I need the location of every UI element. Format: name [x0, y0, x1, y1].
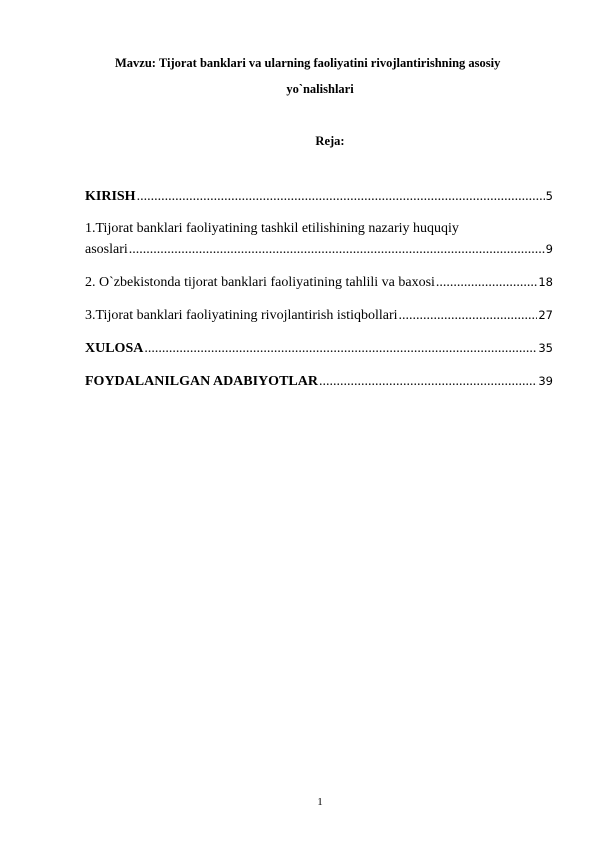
document-title-line-1: Mavzu: Tijorat banklari va ularning faoliyatini rivojlantirishning asosiy [115, 56, 501, 70]
toc-entry-chapter-1 [85, 219, 553, 260]
toc-entry-page: 18 [538, 275, 553, 289]
table-of-contents [85, 186, 553, 404]
toc-dot-leader [399, 306, 538, 326]
toc-entry-page: 39 [538, 374, 553, 388]
toc-dot-leader [137, 187, 545, 207]
toc-entry-label-line-1: 1.Tijorat banklari faoliyatining tashkil etilishining nazariy huquqiy [85, 221, 459, 236]
toc-entry-page: 5 [545, 189, 553, 203]
toc-entry-label: 3.Tijorat banklari faoliyatining rivojlantirish istiqbollari [85, 308, 398, 323]
toc-entry-references [85, 371, 553, 392]
page-number: 1 [317, 796, 323, 808]
toc-dot-leader [144, 339, 537, 359]
document-title-line-2: yo`nalishlari [286, 82, 354, 96]
toc-entry-conclusion [85, 338, 553, 359]
toc-entry-page: 35 [538, 341, 553, 355]
toc-entry-intro [85, 186, 553, 207]
toc-entry-label: KIRISH [85, 189, 136, 204]
plan-heading: Reja: [315, 134, 345, 148]
toc-entry-chapter-3 [85, 305, 553, 326]
toc-entry-chapter-2 [85, 272, 553, 293]
toc-entry-label: FOYDALANILGAN ADABIYOTLAR [85, 374, 318, 389]
toc-dot-leader [129, 240, 545, 260]
toc-dot-leader [319, 372, 537, 392]
toc-entry-page: 9 [545, 242, 553, 256]
toc-entry-label: 2. O`zbekistonda tijorat banklari faoliyatining tahlili va baxosi [85, 275, 435, 290]
toc-entry-label: asoslari [85, 242, 128, 257]
toc-entry-page: 27 [538, 308, 553, 322]
toc-entry-label: XULOSA [85, 341, 144, 356]
toc-dot-leader [436, 273, 537, 293]
